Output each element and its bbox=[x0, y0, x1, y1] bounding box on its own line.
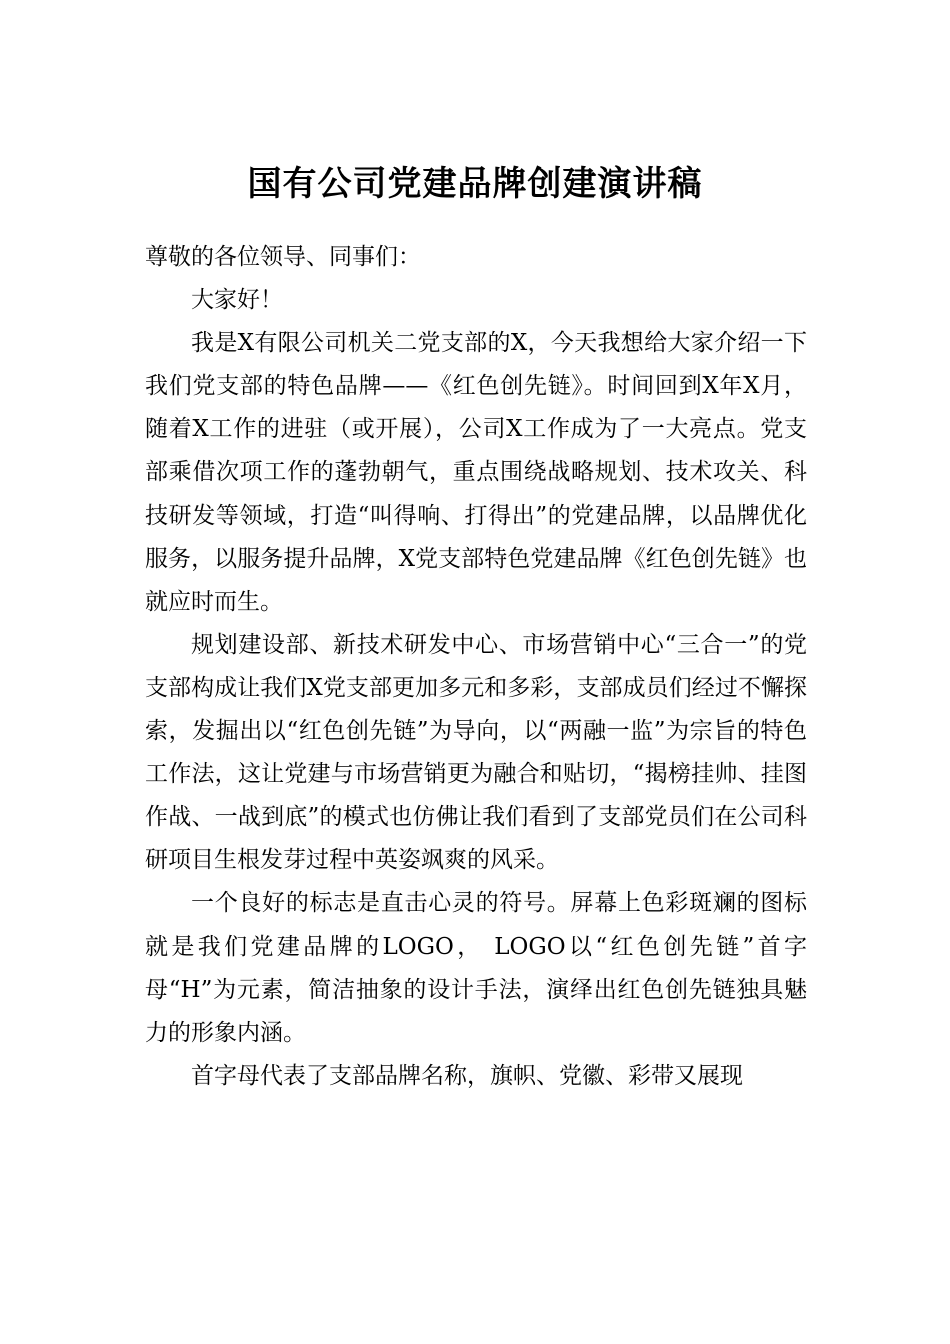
greeting: 大家好！ bbox=[191, 287, 283, 314]
body-paragraph: 首字母代表了支部品牌名称，旗帜、党徽、彩带又展现 bbox=[191, 1062, 743, 1089]
body-paragraph: 规划建设部、新技术研发中心、市场营销中心“三合一”的党支部构成让我们X党支部更加多元和多彩，支部成员们经过不懈探索，发掘出以“红色创先链”为导向，以“两融一监”为宗旨的特色工作法，这让党建与市场营销更为融合和贴切，“揭榜挂帅、挂图作战、一战到底”的模式也仿佛让我们看到了支部党员们在公司科研项目生根发芽过程中英姿飒爽的风采。 bbox=[145, 631, 807, 874]
salutation: 尊敬的各位领导、同事们： bbox=[145, 244, 421, 270]
document-body bbox=[145, 236, 807, 1098]
document-title: 国有公司党建品牌创建演讲稿 bbox=[247, 164, 703, 204]
body-paragraph: 我是X有限公司机关二党支部的X，今天我想给大家介绍一下我们党支部的特色品牌——《红色创先链》。时间回到X年X月，随着X工作的进驻（或开展），公司X工作成为了一大亮点。党支部乘借次项工作的蓬勃朝气，重点围绕战略规划、技术攻关、科技研发等领域，打造“叫得响、打得出”的党建品牌，以品牌优化服务，以服务提升品牌，X党支部特色党建品牌《红色创先链》也就应时而生。 bbox=[145, 330, 807, 615]
body-paragraph: 一个良好的标志是直击心灵的符号。屏幕上色彩斑斓的图标就是我们党建品牌的LOGO， LOGO以“红色创先链”首字母“H”为元素，简洁抽象的设计手法，演绎出红色创先链独具魅力的形象内涵。 bbox=[145, 890, 807, 1046]
